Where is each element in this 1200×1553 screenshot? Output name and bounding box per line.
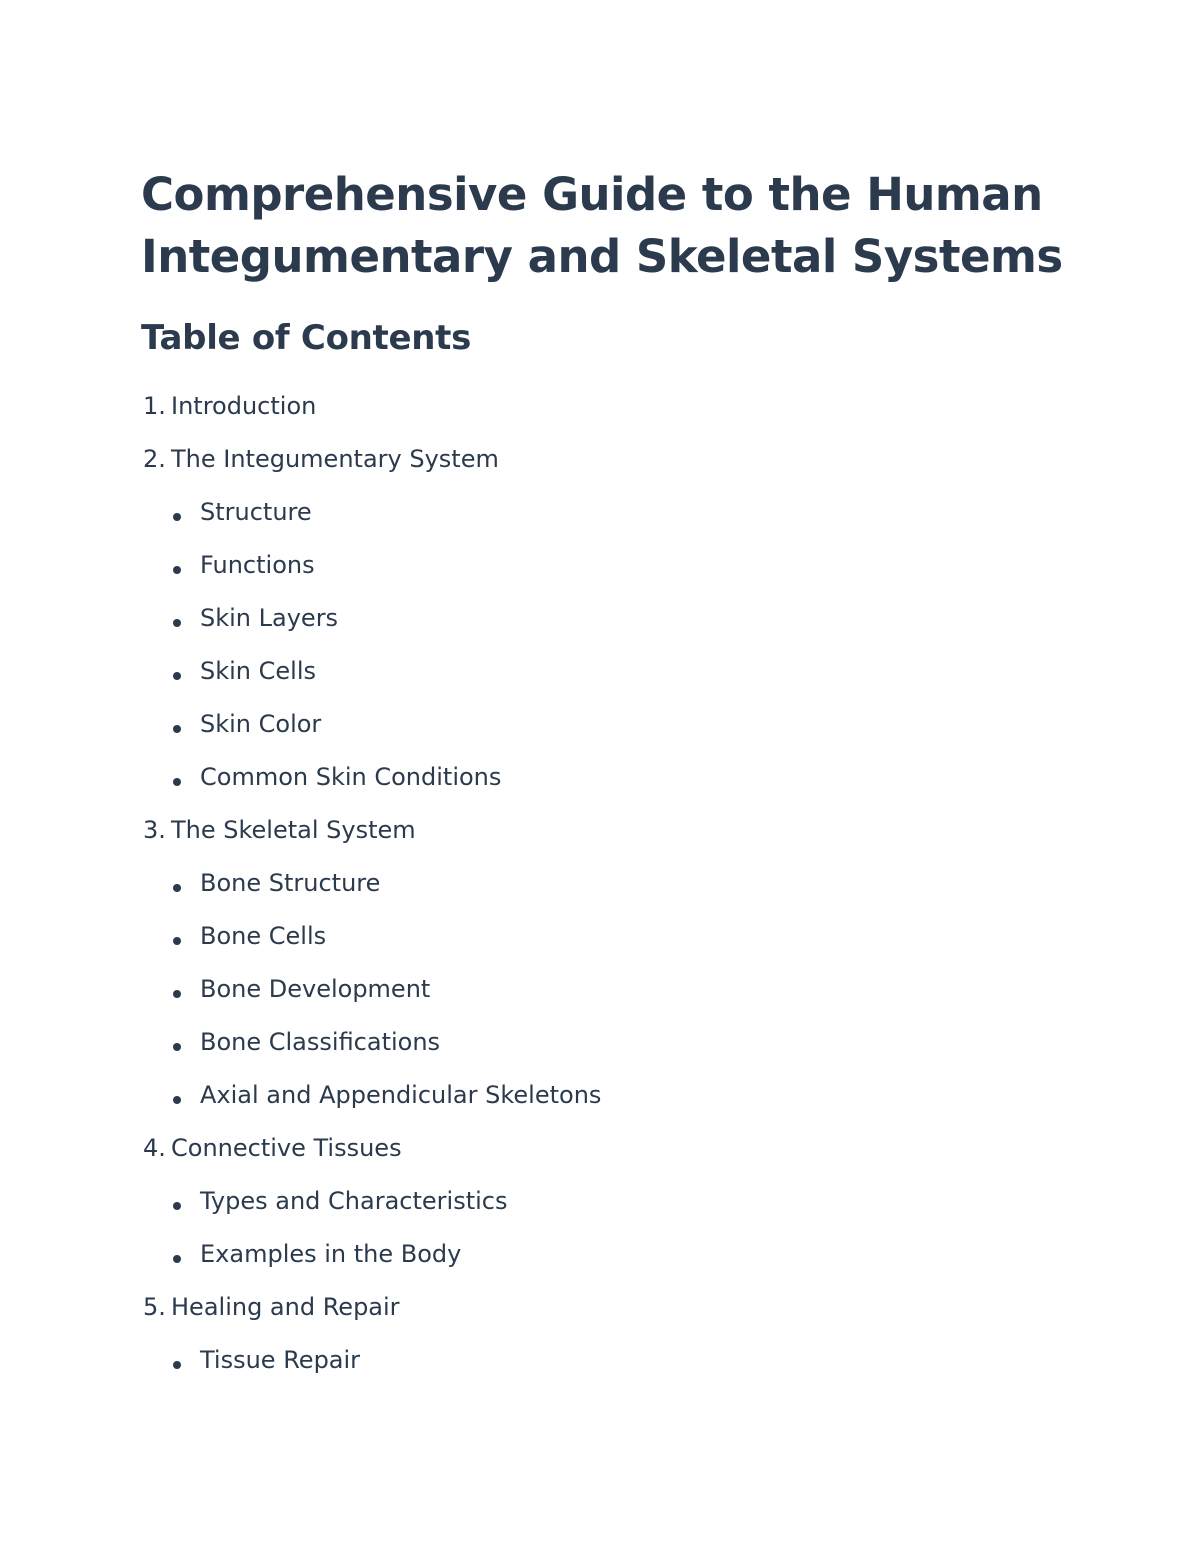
toc-subsection-item xyxy=(171,1181,507,1221)
toc-subsection-label: Tissue Repair xyxy=(200,1346,361,1374)
toc-section-number: 3. xyxy=(143,816,166,844)
toc-subsection-label: Common Skin Conditions xyxy=(200,763,502,791)
toc-section-number: 5. xyxy=(143,1293,166,1321)
toc-section-item xyxy=(143,1287,400,1327)
toc-section-number: 4. xyxy=(143,1134,166,1162)
toc-subsection-item xyxy=(171,1340,360,1380)
toc-subsection-label: Examples in the Body xyxy=(200,1240,462,1268)
toc-subsection-label: Bone Cells xyxy=(200,922,327,950)
toc-subsection-label: Skin Cells xyxy=(200,657,317,685)
toc-section-label: Introduction xyxy=(171,392,317,420)
toc-subsection-item xyxy=(171,1234,461,1274)
toc-subsection-item xyxy=(171,545,315,585)
toc-subsection-label: Functions xyxy=(200,551,315,579)
toc-section-item xyxy=(143,810,416,850)
toc-subsection-label: Axial and Appendicular Skeletons xyxy=(200,1081,602,1109)
toc-subsection-label: Skin Layers xyxy=(200,604,339,632)
toc-heading: Table of Contents xyxy=(141,318,472,358)
document-title: Comprehensive Guide to the Human Integumentary and Skeletal Systems xyxy=(141,168,1063,283)
toc-subsection-item xyxy=(171,916,326,956)
toc-subsection-label: Bone Development xyxy=(200,975,431,1003)
toc-section-number: 2. xyxy=(143,445,166,473)
toc-section-label: Healing and Repair xyxy=(171,1293,400,1321)
toc-subsection-item xyxy=(171,1022,440,1062)
toc-subsection-label: Skin Color xyxy=(200,710,322,738)
toc-section-item xyxy=(143,386,316,426)
toc-section-label: The Integumentary System xyxy=(171,445,499,473)
toc-subsection-item xyxy=(171,1075,601,1115)
toc-subsection-item xyxy=(171,969,430,1009)
toc-subsection-item xyxy=(171,598,338,638)
toc-subsection-item xyxy=(171,704,321,744)
toc-subsection-label: Structure xyxy=(200,498,312,526)
toc-subsection-label: Types and Characteristics xyxy=(200,1187,508,1215)
toc-section-label: Connective Tissues xyxy=(171,1134,402,1162)
toc-subsection-item xyxy=(171,863,380,903)
toc-section-item xyxy=(143,1128,402,1168)
toc-subsection-item xyxy=(171,492,312,532)
toc-subsection-label: Bone Classifications xyxy=(200,1028,441,1056)
toc-subsection-item xyxy=(171,651,316,691)
toc-section-number: 1. xyxy=(143,392,166,420)
toc-section-item xyxy=(143,439,499,479)
toc-subsection-label: Bone Structure xyxy=(200,869,381,897)
toc-section-label: The Skeletal System xyxy=(171,816,416,844)
toc-subsection-item xyxy=(171,757,501,797)
